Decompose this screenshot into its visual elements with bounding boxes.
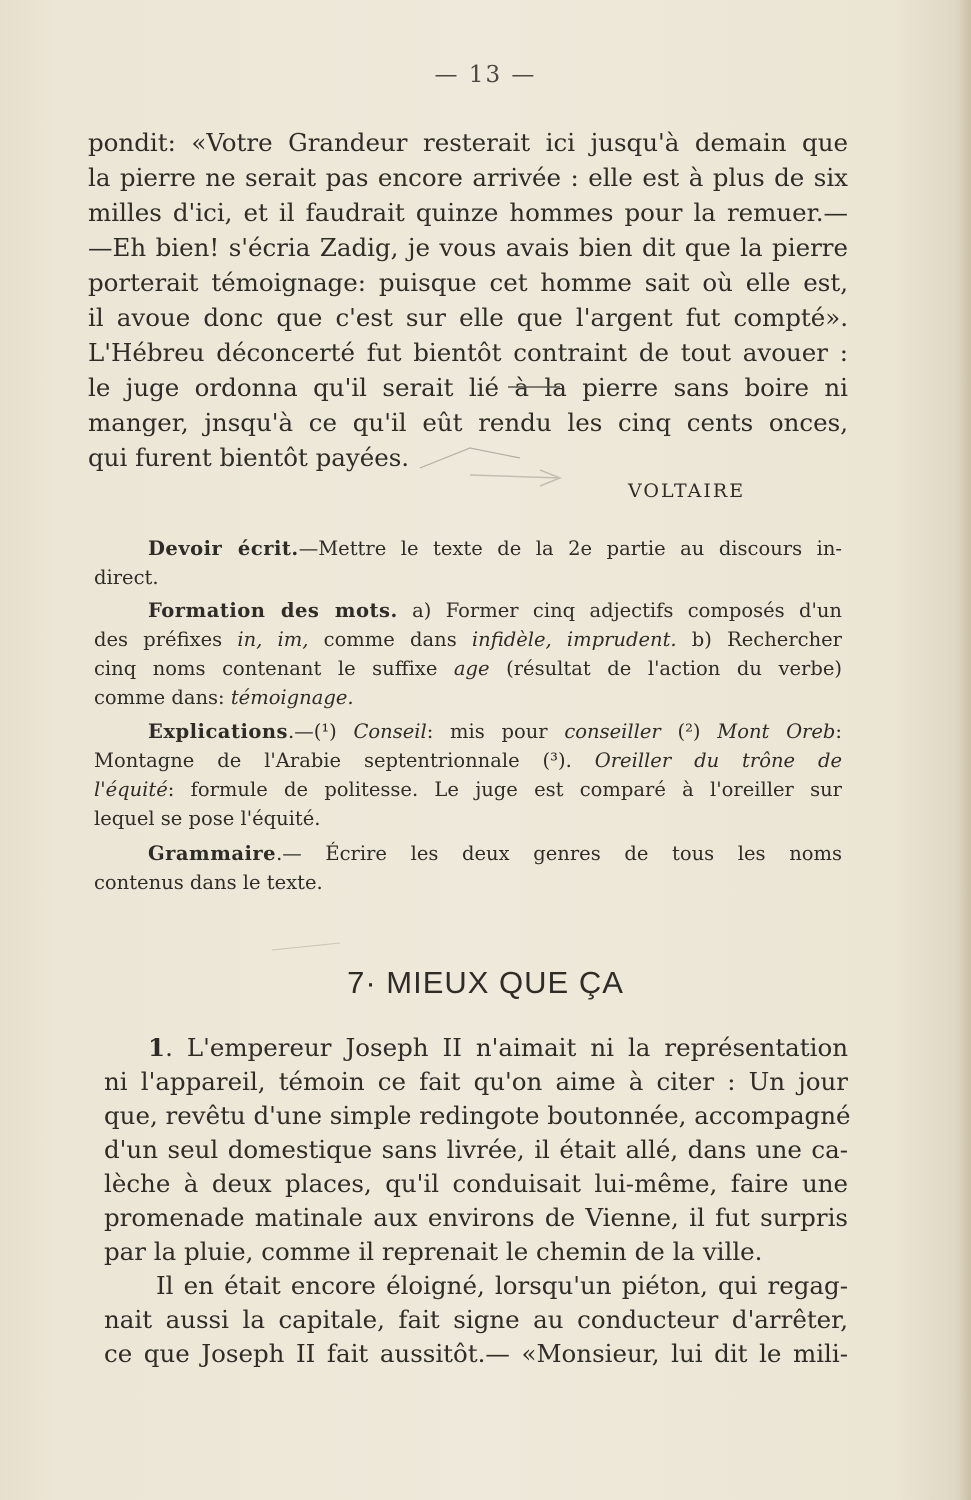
explications-italic: l'équité	[94, 778, 168, 801]
formation-line-3	[94, 657, 842, 680]
formation-text: comme dans:	[94, 686, 231, 709]
passage-line: manger, jnsqu'à ce qu'il eût rendu les cinq cents onces,	[88, 408, 848, 437]
formation-italic: age	[453, 657, 490, 680]
author-signature: VOLTAIRE	[628, 480, 746, 502]
explications-italic: conseiller	[564, 720, 661, 743]
pencil-arrow-mark	[470, 470, 560, 486]
story-line: nait aussi la capitale, fait signe au conducteur d'arrêter,	[104, 1305, 848, 1334]
story-line	[148, 1033, 848, 1062]
grammaire-line-1	[148, 842, 842, 865]
passage-line: —Eh bien! s'écria Zadig, je vous avais bien dit que la pierre	[88, 233, 848, 262]
formation-text: comme dans	[308, 628, 472, 651]
explications-italic: Oreiller du trône de	[594, 749, 843, 772]
explications-text: : formule de politesse. Le juge est comparé à l'oreiller sur	[167, 778, 842, 801]
formation-text: b) Rechercher	[676, 628, 842, 651]
story-line: ce que Joseph II fait aussitôt.— «Monsieur, lui dit le mili-	[104, 1339, 848, 1368]
passage-line: le juge ordonna qu'il serait lié à la pierre sans boire ni	[88, 373, 848, 402]
explications-text: .—(¹)	[288, 720, 354, 743]
formation-line-4	[94, 686, 842, 709]
grammaire-label: Grammaire	[148, 842, 277, 865]
passage-line: il avoue donc que c'est sur elle que l'argent fut compté».	[88, 303, 848, 332]
grammaire-line-2: contenus dans le texte.	[94, 871, 323, 894]
formation-italic: in, im,	[237, 628, 309, 651]
story-line: par la pluie, comme il reprenait le chemin de la ville.	[104, 1237, 763, 1266]
story-text-span: . L'empereur Joseph II n'aimait ni la représentation	[165, 1033, 848, 1062]
formation-line-2	[94, 628, 842, 651]
story-line: lèche à deux places, qu'il conduisait lui-même, faire une	[104, 1169, 848, 1198]
formation-label: Formation des mots.	[148, 599, 398, 622]
section-title: 7· MIEUX QUE ÇA	[347, 965, 624, 1000]
explications-line-1	[148, 720, 842, 743]
passage-line: la pierre ne serait pas encore arrivée : elle est à plus de six	[88, 163, 848, 192]
formation-italic: témoignage.	[230, 686, 354, 709]
pencil-stroke	[272, 943, 340, 950]
devoir-line-1	[148, 537, 842, 560]
formation-text: (résultat de l'action du verbe)	[489, 657, 843, 680]
grammaire-text: .— Écrire les deux genres de tous les noms	[276, 842, 842, 865]
devoir-text: —Mettre le texte de la 2e partie au discours in-	[298, 537, 842, 560]
explications-text: :	[835, 720, 842, 743]
explications-text: Montagne de l'Arabie septentrionnale (³).	[94, 749, 595, 772]
passage-line: qui furent bientôt payées.	[88, 443, 410, 472]
passage-line: L'Hébreu déconcerté fut bientôt contraint de tout avouer :	[88, 338, 848, 367]
passage-line: milles d'ici, et il faudrait quinze hommes pour la remuer.—	[88, 198, 848, 227]
formation-text: cinq noms contenant le suffixe	[94, 657, 454, 680]
explications-text: (²)	[660, 720, 718, 743]
formation-line-1	[148, 599, 842, 622]
story-line: que, revêtu d'une simple redingote boutonnée, accompagné	[104, 1101, 851, 1130]
page-edge-shadow	[957, 0, 971, 1500]
story-line: promenade matinale aux environs de Vienne, il fut surpris	[104, 1203, 848, 1232]
formation-text: des préfixes	[94, 628, 238, 651]
formation-italic: infidèle, imprudent.	[471, 628, 677, 651]
paragraph-number: 1	[148, 1033, 166, 1062]
explications-italic: Conseil	[353, 720, 427, 743]
explications-label: Explications	[148, 720, 289, 743]
devoir-line-2: direct.	[94, 566, 159, 589]
explications-line-4: lequel se pose l'équité.	[94, 807, 321, 830]
explications-line-3	[94, 778, 842, 801]
passage-line: porterait témoignage: puisque cet homme sait où elle est,	[88, 268, 848, 297]
explications-text: : mis pour	[426, 720, 565, 743]
passage-line: pondit: «Votre Grandeur resterait ici jusqu'à demain que	[88, 128, 848, 157]
explications-line-2	[94, 749, 842, 772]
explications-italic: Mont Oreb	[717, 720, 836, 743]
story-line: Il en était encore éloigné, lorsqu'un piéton, qui regag-	[156, 1271, 848, 1300]
story-line: d'un seul domestique sans livrée, il était allé, dans une ca-	[104, 1135, 848, 1164]
page-number: — 13 —	[434, 62, 537, 88]
formation-text: a) Former cinq adjectifs composés d'un	[397, 599, 842, 622]
devoir-label: Devoir écrit.	[148, 537, 299, 560]
story-line: ni l'appareil, témoin ce fait qu'on aime à citer : Un jour	[104, 1067, 848, 1096]
